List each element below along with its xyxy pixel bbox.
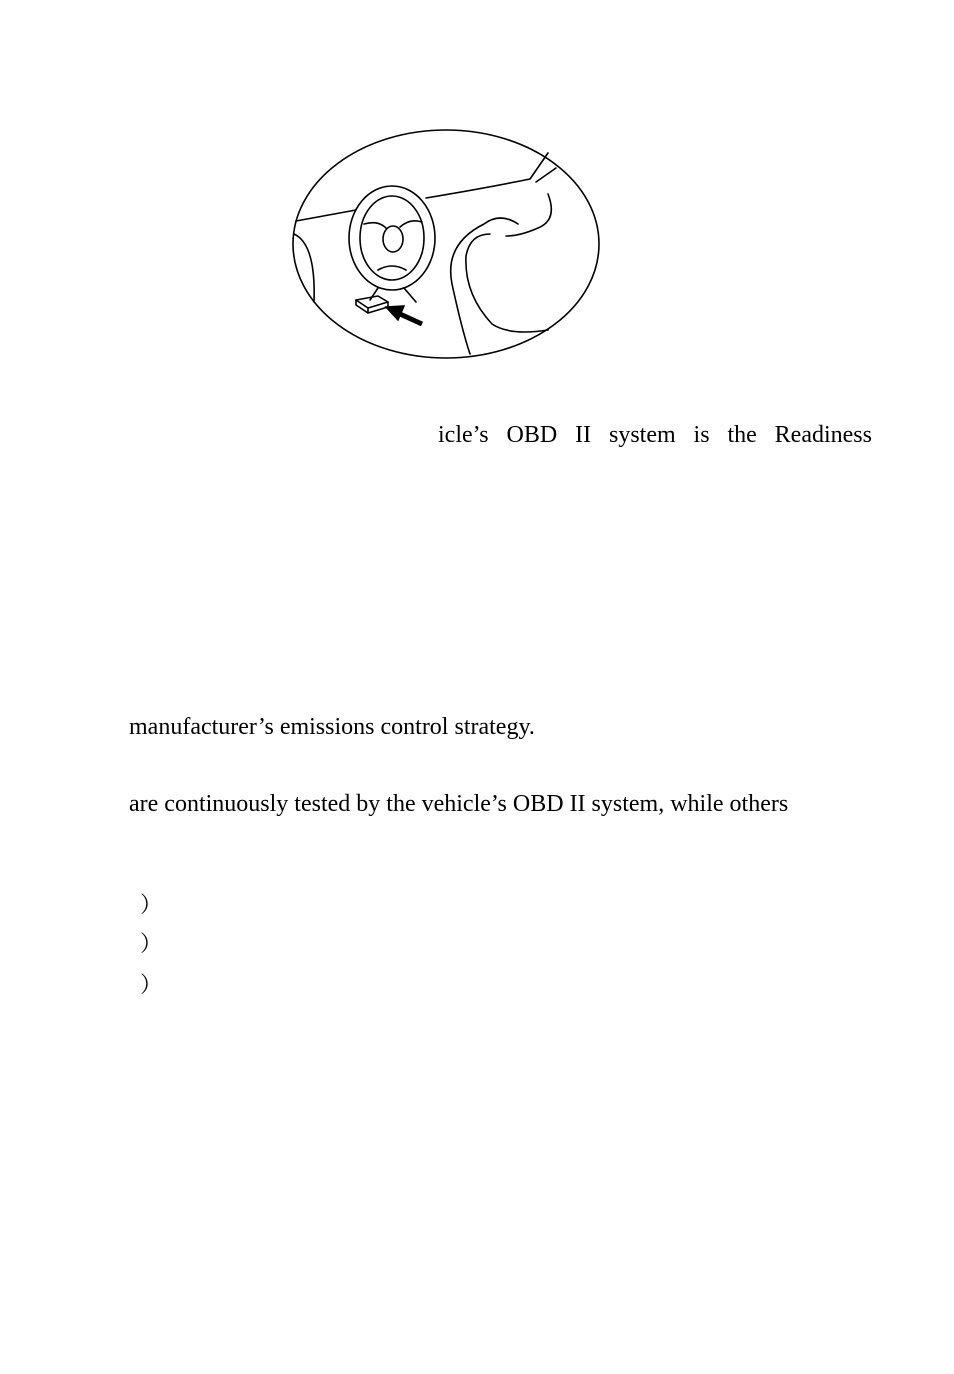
body-text-line: manufacturer’s emissions control strategy. xyxy=(129,714,535,740)
list-marker: ） xyxy=(140,932,163,957)
steering-wheel-illustration-icon xyxy=(286,124,606,364)
body-text-line: are continuously tested by the vehicle’s OBD II system, while others xyxy=(129,791,789,817)
dlc-location-figure xyxy=(286,124,606,364)
body-text-line: icle’s OBD II system is the Readiness xyxy=(438,422,872,448)
list-marker: ） xyxy=(140,893,163,918)
list-marker: ） xyxy=(140,973,163,998)
